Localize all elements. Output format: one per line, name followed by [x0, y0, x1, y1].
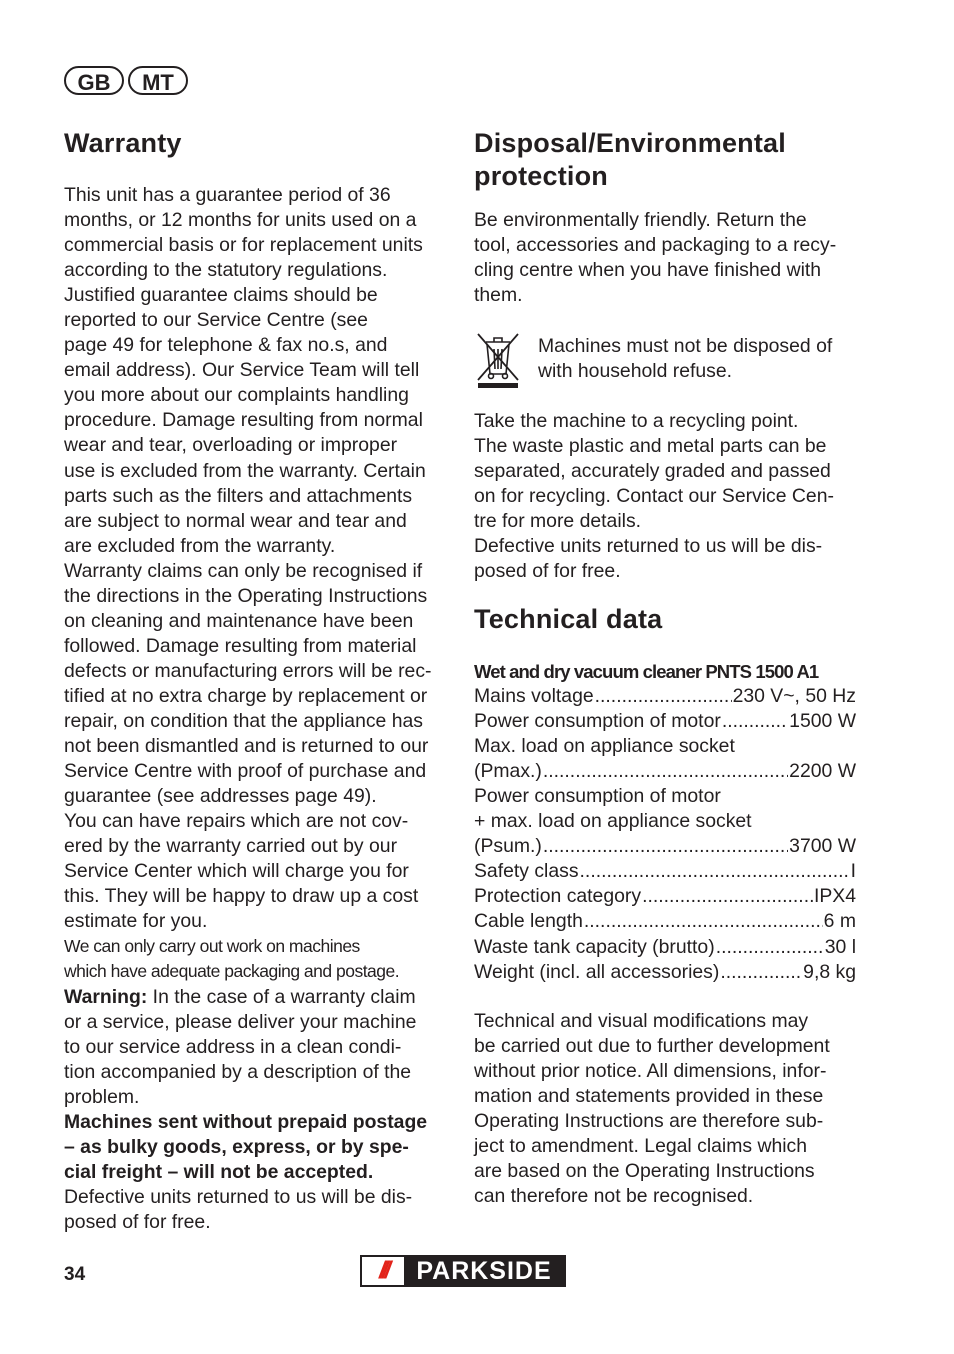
- spec-label: Protection category: [474, 885, 642, 908]
- spec-label: Mains voltage: [474, 685, 594, 708]
- brand-name: PARKSIDE: [416, 1257, 552, 1285]
- text-line: Machines must not be disposed of: [538, 335, 833, 357]
- text-line: Be environmentally friendly. Return the: [474, 209, 807, 231]
- spec-value: 6 m: [823, 910, 856, 933]
- spec-row-cable: [474, 909, 856, 934]
- spec-value: IPX4: [813, 885, 856, 908]
- parkside-logo: [360, 1255, 566, 1287]
- text-line: or a service, please deliver your machine: [64, 1010, 417, 1033]
- spec-row-mains-voltage: [474, 684, 856, 709]
- brand-mark: ///: [362, 1257, 404, 1285]
- text-line: separated, accurately graded and passed: [474, 460, 831, 483]
- spec-row-tank: [474, 935, 856, 960]
- disposal-heading-line1: Disposal/Environmental: [474, 128, 786, 158]
- technical-note: [474, 1009, 864, 1209]
- warranty-body: [64, 183, 454, 1235]
- text-line: which have adequate packaging and postage.: [64, 961, 400, 982]
- lang-badge-mt: MT: [128, 66, 188, 95]
- text-line: be carried out due to further development: [474, 1035, 830, 1058]
- spec-label: Safety class: [474, 860, 579, 883]
- text-line: to our service address in a clean condi-: [64, 1035, 402, 1058]
- text-line: repair, on condition that the appliance has: [64, 709, 423, 732]
- text-line: commercial basis or for replacement units: [64, 234, 423, 257]
- text-line: months, or 12 months for units used on a: [64, 209, 417, 232]
- text-line: Take the machine to a recycling point.: [474, 410, 799, 432]
- technical-table: [474, 659, 856, 985]
- text-line: cial freight – will not be accepted.: [64, 1160, 374, 1183]
- technical-heading: Technical data: [474, 604, 663, 634]
- warning-text: In the case of a warranty claim: [147, 985, 416, 1008]
- text-line: without prior notice. All dimensions, infor-: [474, 1060, 827, 1083]
- text-line: ered by the warranty carried out by our: [64, 835, 398, 858]
- text-line: defects or manufacturing errors will be rec-: [64, 659, 432, 682]
- spec-row-power-motor: [474, 709, 856, 734]
- text-line: on for recycling. Contact our Service Cen-: [474, 485, 834, 508]
- text-line: mation and statements provided in these: [474, 1085, 824, 1108]
- disposal-icon-text: [538, 334, 878, 384]
- spec-label: (Psum.): [474, 835, 542, 858]
- spec-value: 230 V~, 50 Hz: [732, 685, 856, 708]
- disposal-heading: [474, 127, 786, 193]
- text-line: tre for more details.: [474, 510, 642, 533]
- text-line: with household refuse.: [538, 360, 733, 383]
- text-line: cling centre when you have finished with: [474, 259, 822, 282]
- spec-label: Waste tank capacity (brutto): [474, 935, 715, 958]
- text-line: the directions in the Operating Instructions: [64, 584, 428, 607]
- text-line: on cleaning and maintenance have been: [64, 609, 414, 632]
- spec-value: 1500 W: [789, 710, 856, 733]
- text-line: use is excluded from the warranty. Certain: [64, 459, 426, 482]
- spec-label: (Pmax.): [474, 760, 542, 783]
- disposal-body: [474, 409, 864, 584]
- text-line: – as bulky goods, express, or by spe-: [64, 1135, 409, 1158]
- text-line: tion accompanied by a description of the: [64, 1060, 412, 1083]
- text-line: Machines sent without prepaid postage: [64, 1110, 428, 1133]
- text-line: estimate for you.: [64, 910, 208, 933]
- spec-row-weight: [474, 960, 856, 985]
- product-name: Wet and dry vacuum cleaner PNTS 1500 A1: [474, 661, 819, 682]
- text-line: Defective units returned to us will be dis-: [64, 1185, 413, 1208]
- text-line: are excluded from the warranty.: [64, 534, 336, 557]
- text-line: Defective units returned to us will be dis-: [474, 535, 823, 558]
- spec-row-protection: [474, 884, 856, 909]
- text-line: parts such as the filters and attachments: [64, 484, 413, 507]
- text-line: Operating Instructions are therefore sub-: [474, 1110, 824, 1133]
- text-line: The waste plastic and metal parts can be: [474, 435, 827, 458]
- disposal-heading-line2: protection: [474, 161, 608, 191]
- text-line: Warranty claims can only be recognised if: [64, 559, 423, 582]
- spec-label: + max. load on appliance socket: [474, 810, 752, 833]
- spec-label: Weight (incl. all accessories): [474, 960, 720, 983]
- text-line: guarantee (see addresses page 49).: [64, 785, 377, 808]
- text-line: procedure. Damage resulting from normal: [64, 409, 423, 432]
- spec-label: Cable length: [474, 910, 583, 933]
- text-line: are based on the Operating Instructions: [474, 1160, 815, 1183]
- text-line: posed of for free.: [64, 1210, 211, 1233]
- spec-value: 9,8 kg: [803, 960, 856, 983]
- spec-row-psum: [474, 834, 856, 859]
- text-line: problem.: [64, 1085, 140, 1108]
- text-line: page 49 for telephone & fax no.s, and: [64, 334, 388, 357]
- warranty-heading: Warranty: [64, 128, 182, 158]
- page-number: 34: [64, 1264, 86, 1285]
- text-line: You can have repairs which are not cov-: [64, 810, 409, 833]
- text-line: Service Center which will charge you for: [64, 860, 409, 883]
- text-line: ject to amendment. Legal claims which: [474, 1135, 808, 1158]
- text-line: wear and tear, overloading or improper: [64, 434, 398, 457]
- text-line: you more about our complaints handling: [64, 384, 409, 407]
- spec-label: Power consumption of motor: [474, 785, 721, 808]
- spec-value: 30 l: [824, 935, 856, 958]
- text-line: tool, accessories and packaging to a recy-: [474, 234, 837, 257]
- text-line: are subject to normal wear and tear and: [64, 509, 407, 532]
- spec-row-pmax: [474, 759, 856, 784]
- spec-row-safety-class: [474, 859, 856, 884]
- text-line: email address). Our Service Team will tell: [64, 359, 420, 382]
- text-line: Technical and visual modifications may: [474, 1010, 809, 1032]
- crossed-bin-icon: [474, 332, 522, 390]
- text-line: posed of for free.: [474, 560, 621, 583]
- lang-badge-gb: GB: [64, 66, 124, 95]
- text-line: not been dismantled and is returned to our: [64, 735, 429, 758]
- spec-label: Power consumption of motor: [474, 710, 721, 733]
- text-line: Justified guarantee claims should be: [64, 284, 378, 307]
- warning-line: [64, 985, 454, 1010]
- spec-label: Max. load on appliance socket: [474, 735, 735, 758]
- text-line: Service Centre with proof of purchase and: [64, 760, 427, 783]
- text-line: followed. Damage resulting from material: [64, 634, 417, 657]
- spec-value: 2200 W: [789, 760, 856, 783]
- text-line: can therefore not be recognised.: [474, 1185, 754, 1208]
- text-line: We can only carry out work on machines: [64, 936, 360, 957]
- spec-value: I: [850, 860, 856, 883]
- text-line: this. They will be happy to draw up a cost: [64, 885, 419, 908]
- text-line: them.: [474, 284, 523, 307]
- spec-value: 3700 W: [789, 835, 856, 858]
- disposal-intro: [474, 208, 864, 308]
- text-line: tified at no extra charge by replacement or: [64, 684, 428, 707]
- text-line: This unit has a guarantee period of 36: [64, 184, 391, 206]
- text-line: reported to our Service Centre (see: [64, 309, 368, 332]
- warning-label: Warning:: [64, 985, 148, 1008]
- text-line: according to the statutory regulations.: [64, 259, 388, 282]
